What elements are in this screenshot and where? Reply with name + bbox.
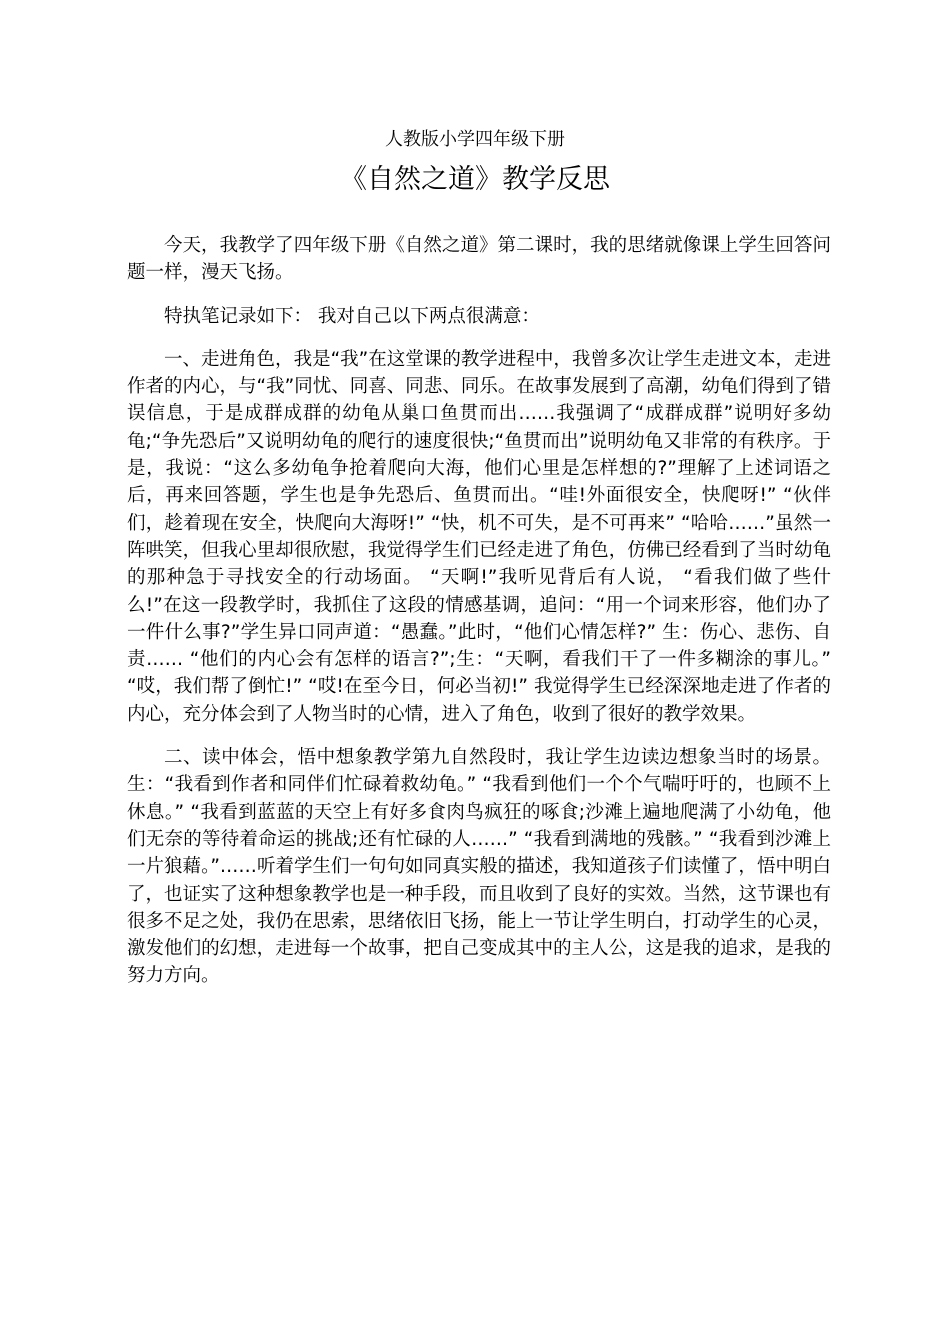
paragraph-point-two: 二、读中体会，悟中想象教学第九自然段时，我让学生边读边想象当时的场景。生：“我看到作者和同伴们忙碌着救幼龟。” “我看到他们一个个气喘吁吁的，也顾不上休息。” “我看到蓝蓝的天空上有好多食肉鸟疯狂的啄食;沙滩上遍地爬满了小幼龟，他们无奈的等待着命运的挑战;还有忙碌的人……” “我看到满地的残骸。” “我看到沙滩上一片狼藉。”……听着学生们一句句如同真实般的描述，我知道孩子们读懂了，悟中明白了，也证实了这种想象教学也是一种手段，而且收到了良好的实效。当然，这节课也有很多不足之处，我仍在思索，思绪依旧飞扬，能上一节让学生明白，打动学生的心灵，激发他们的幻想，走进每一个故事，把自己变成其中的主人公，这是我的追求，是我的努力方向。	[127, 747, 831, 987]
document-body	[127, 232, 831, 1006]
paragraph-point-one: 一、走进角色，我是“我”在这堂课的教学进程中，我曾多次让学生走进文本，走进作者的内心，与“我”同忧、同喜、同悲、同乐。在故事发展到了高潮，幼龟们得到了错误信息，于是成群成群的幼龟从巢口鱼贯而出……我强调了“成群成群”说明好多幼龟;“争先恐后”又说明幼龟的爬行的速度很快;“鱼贯而出”说明幼龟又非常的有秩序。于是，我说：“这么多幼龟争抢着爬向大海，他们心里是怎样想的?”理解了上述词语之后，再来回答题，学生也是争先恐后、鱼贯而出。“哇!外面很安全，快爬呀!” “伙伴们，趁着现在安全，快爬向大海呀!” “快，机不可失，是不可再来” “哈哈……”虽然一阵哄笑，但我心里却很欣慰，我觉得学生们已经走进了角色，仿佛已经看到了当时幼龟的那种急于寻找安全的行动场面。 “天啊!”我听见背后有人说， “看我们做了些什么!”在这一段教学时，我抓住了这段的情感基调，追问：“用一个词来形容，他们办了一件什么事?”学生异口同声道：“愚蠢。”此时，“他们心情怎样?” 生：伤心、悲伤、自责…… “他们的内心会有怎样的语言?”;生：“天啊，看我们干了一件多糊涂的事儿。” “哎，我们帮了倒忙!” “哎!在至今日，何必当初!” 我觉得学生已经深深地走进了作者的内心，充分体会到了人物当时的心情，进入了角色，收到了很好的教学效果。	[127, 348, 831, 725]
paragraph-intro: 今天，我教学了四年级下册《自然之道》第二课时，我的思绪就像课上学生回答问题一样，漫天飞扬。	[127, 235, 831, 284]
paragraph-note: 特执笔记录如下： 我对自己以下两点很满意：	[164, 305, 540, 327]
document-subtitle: 人教版小学四年级下册	[385, 129, 565, 150]
document-title: 《自然之道》教学反思	[340, 164, 610, 195]
